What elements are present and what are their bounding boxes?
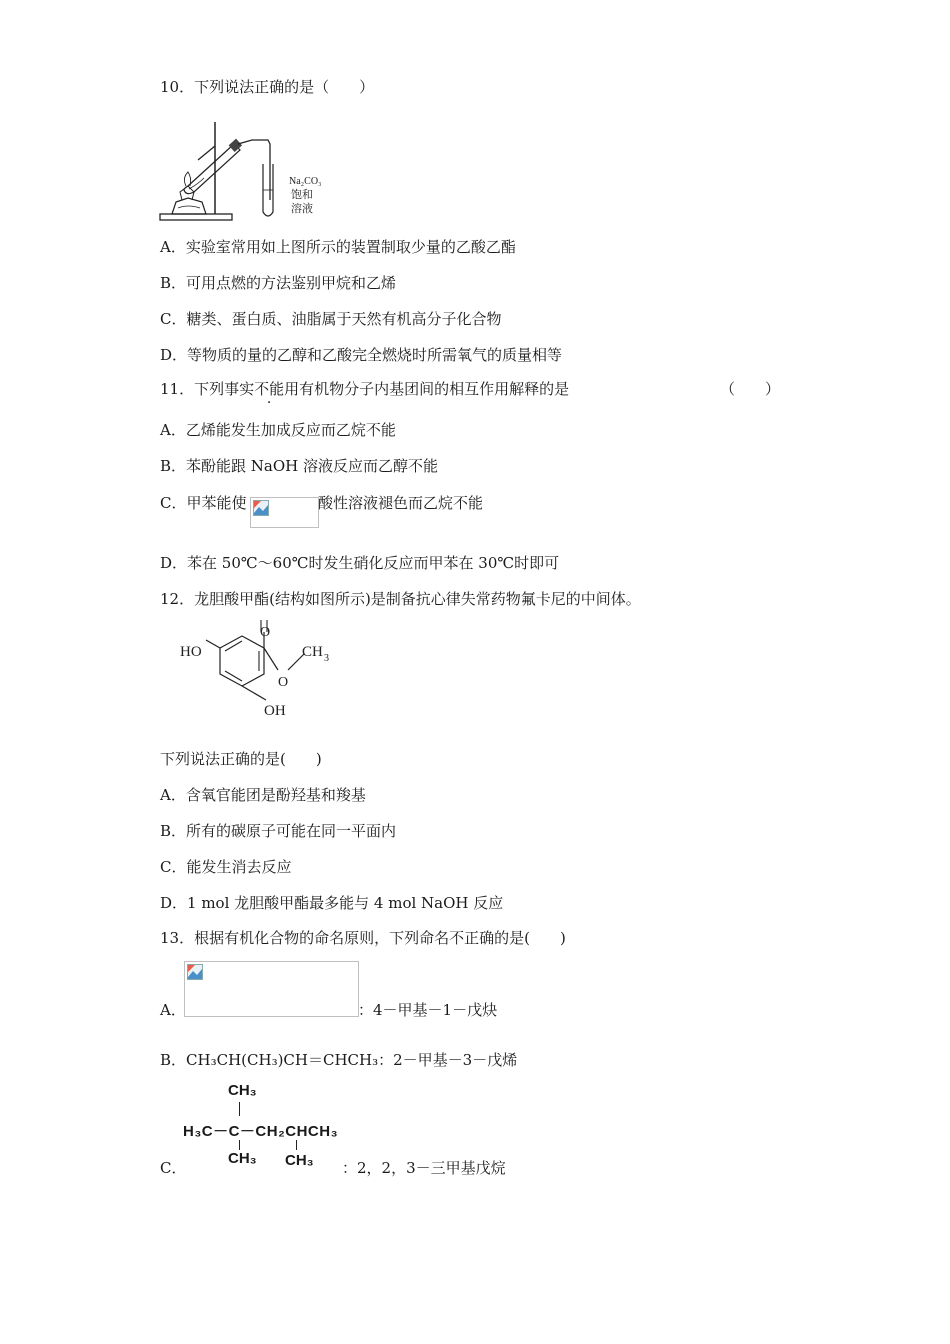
q11-option-b: B．苯酚能跟 NaOH 溶液反应而乙醇不能 — [160, 457, 439, 475]
q12-option-d: D．1 mol 龙胆酸甲酯最多能与 4 mol NaOH 反应 — [160, 894, 504, 912]
q11-stem-emphasis: 不能 — [254, 380, 285, 398]
q11-answer-paren: （ ） — [720, 380, 781, 398]
q12-option-b: B．所有的碳原子可能在同一平面内 — [160, 822, 397, 840]
q12-stem: 12．龙胆酸甲酯(结构如图所示)是制备抗心律失常药物氟卡尼的中间体。 — [160, 590, 641, 608]
broken-image-q13a-structure — [184, 961, 359, 1017]
q13-option-a-label: A． — [160, 1001, 186, 1019]
q11-stem-pre: 11．下列事实 — [160, 380, 255, 398]
q10-option-d: D．等物质的量的乙醇和乙酸完全燃烧时所需氧气的质量相等 — [160, 346, 563, 364]
q13-option-b: B．CH₃CH(CH₃)CH＝CHCH₃：2－甲基－3－戊烯 — [160, 1051, 518, 1069]
q11-option-c-pre: C．甲苯能使 — [160, 494, 247, 512]
q12-ask: 下列说法正确的是( ) — [160, 750, 322, 768]
q12-option-c: C．能发生消去反应 — [160, 858, 292, 876]
broken-image-kmno4 — [250, 497, 319, 528]
struct-label-oh: OH — [264, 703, 286, 719]
broken-image-icon — [187, 964, 203, 980]
struct-label-ch: CH — [302, 644, 323, 660]
q13-stem: 13．根据有机化合物的命名原则，下列命名不正确的是( ) — [160, 929, 566, 947]
methyl-gentisate-structure-overlay — [178, 620, 338, 720]
broken-image-icon — [253, 500, 269, 516]
q13-option-c-label: C． — [160, 1159, 187, 1177]
q10-option-c: C．糖类、蛋白质、油脂属于天然有机高分子化合物 — [160, 310, 502, 328]
struct-label-ho: HO — [180, 644, 202, 660]
q10-option-b: B．可用点燃的方法鉴别甲烷和乙烯 — [160, 274, 397, 292]
apparatus-label-solution: 溶液 — [291, 203, 313, 215]
q11-stem — [160, 379, 569, 399]
q13c-struct-bottom-methyl-2: CH₃ — [285, 1152, 314, 1169]
q11-option-c-post: 酸性溶液褪色而乙烷不能 — [318, 494, 484, 512]
q11-stem-post: 用有机物分子内基团间的相互作用解释的是 — [284, 380, 570, 398]
apparatus-label-saturated: 饱和 — [291, 189, 313, 201]
q13c-struct-main-chain: H₃C－C－CH₂CHCH₃ — [183, 1123, 339, 1140]
struct-label-o-carbonyl: O — [260, 625, 271, 640]
apparatus-label-na2co3: Na₂CO₃ — [289, 176, 322, 187]
q13-option-c-name: ：2，2，3－三甲基戊烷 — [342, 1159, 506, 1177]
q10-stem: 10．下列说法正确的是（ ） — [160, 78, 375, 96]
q13-option-a-name: ：4－甲基－1－戊炔 — [358, 1001, 498, 1019]
q12-option-a: A．含氧官能团是酚羟基和羧基 — [160, 786, 366, 804]
ester-apparatus-figure — [158, 120, 338, 225]
q13c-bond-top — [239, 1102, 240, 1116]
q13c-bond-bottom-2 — [296, 1140, 297, 1150]
q11-option-d: D．苯在 50℃～60℃时发生硝化反应而甲苯在 30℃时即可 — [160, 554, 560, 572]
struct-label-subscript-3: 3 — [324, 653, 329, 664]
struct-label-o-ester: O — [278, 675, 289, 690]
q13c-struct-bottom-methyl-1: CH₃ — [228, 1150, 257, 1167]
q13c-struct-top-methyl: CH₃ — [228, 1082, 257, 1099]
q11-option-a: A．乙烯能发生加成反应而乙烷不能 — [160, 421, 396, 439]
q10-option-a: A．实验室常用如上图所示的装置制取少量的乙酸乙酯 — [160, 238, 516, 256]
q13c-bond-bottom-1 — [239, 1140, 240, 1150]
